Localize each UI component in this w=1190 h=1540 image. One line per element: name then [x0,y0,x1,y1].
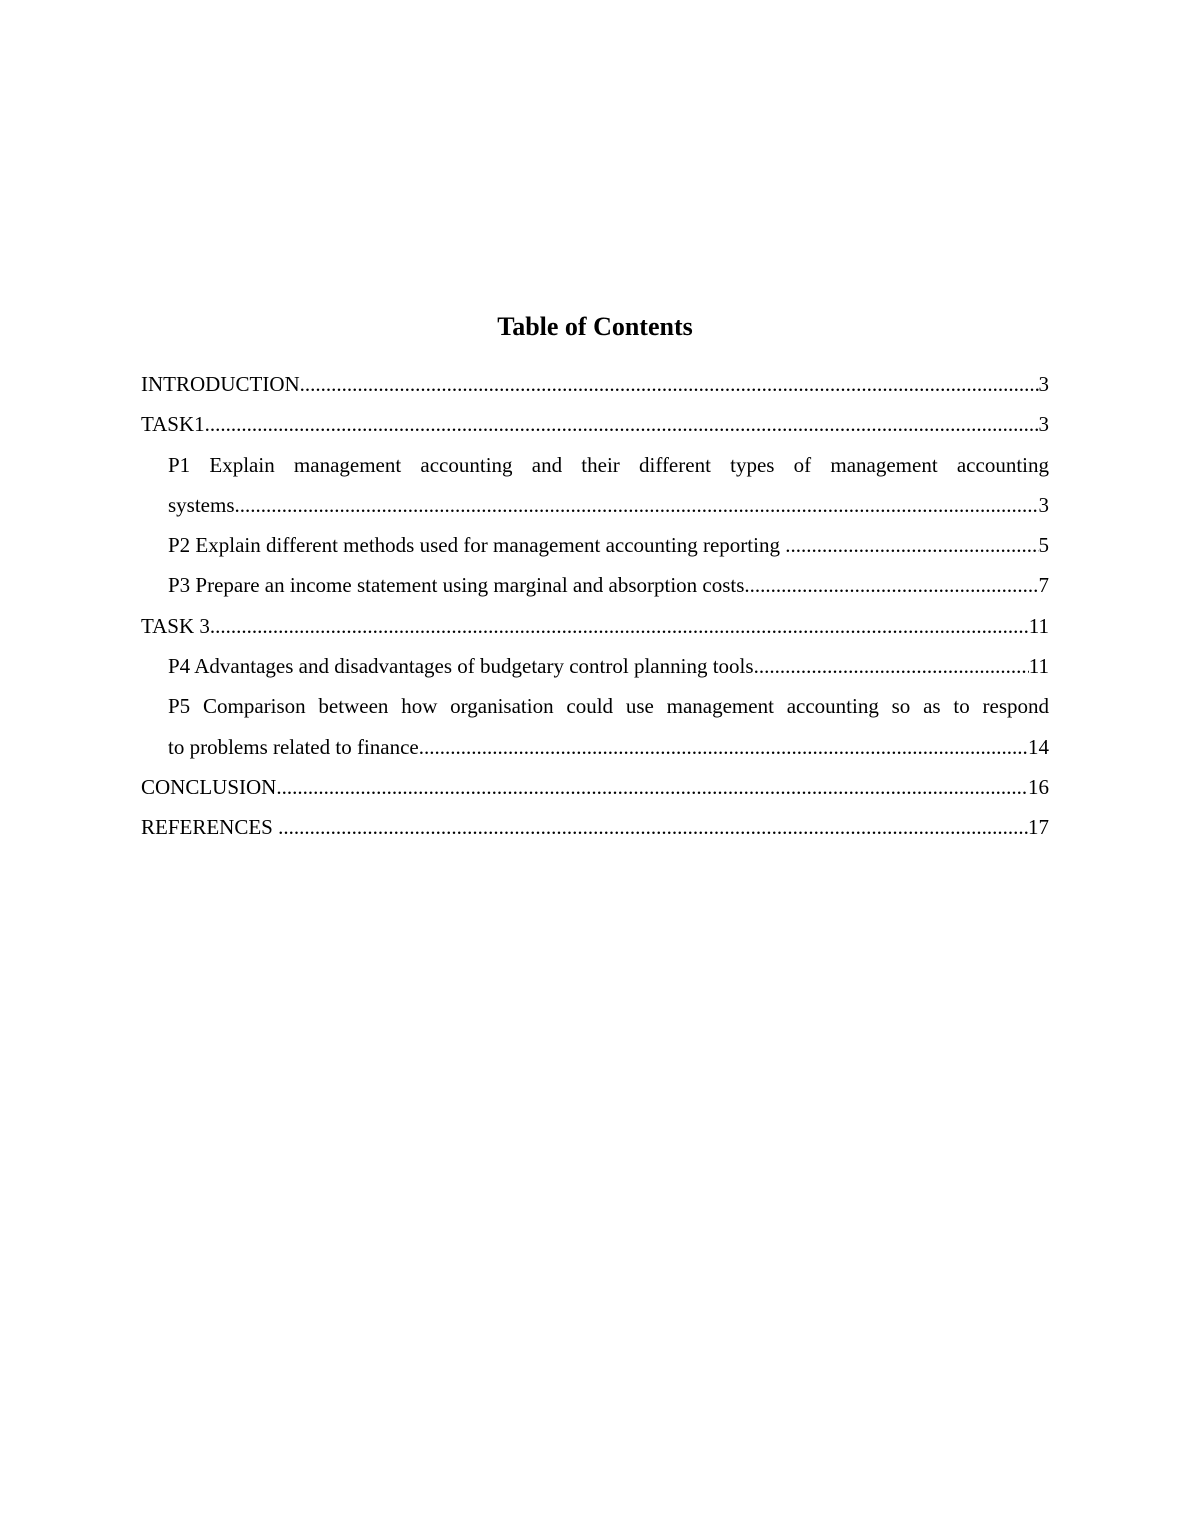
toc-entry-label: REFERENCES [141,815,279,840]
toc-entry-page: 3 [1038,492,1049,517]
dot-leader [278,807,1028,847]
dot-leader [210,606,1029,646]
toc-entry-page: 3 [1038,412,1049,437]
toc-entry-page: 5 [1038,533,1049,558]
toc-entry-label: INTRODUCTION [141,372,300,396]
dot-leader [235,485,1039,525]
toc-entry-page: 11 [1028,654,1049,679]
toc-title: Table of Contents [497,312,693,341]
dot-leader [205,404,1039,444]
toc-entry-p3[interactable] [141,565,1049,605]
toc-list [141,364,1049,848]
toc-entry-label-line2: to problems related to finance [168,734,419,759]
toc-entry-references[interactable] [141,807,1049,847]
toc-entry-page: 14 [1028,734,1049,759]
toc-entry-page: 17 [1028,815,1049,840]
dot-leader [276,767,1028,807]
toc-entry-p1[interactable] [141,445,1049,526]
dot-leader [785,525,1038,565]
toc-entry-task3[interactable] [141,606,1049,646]
toc-entry-page: 3 [1038,372,1049,396]
toc-entry-page: 16 [1028,774,1049,799]
toc-entry-label-line1: P1 Explain management accounting and their different types of management accounting [168,452,1049,477]
toc-entry-introduction[interactable] [141,364,1049,404]
toc-entry-label: TASK 3 [141,613,210,638]
toc-entry-label: P4 Advantages and disadvantages of budgetary control planning tools [168,654,754,679]
toc-entry-label: P3 Prepare an income statement using marginal and absorption costs [168,573,745,598]
toc-entry-p2[interactable] [141,525,1049,565]
toc-entry-conclusion[interactable] [141,767,1049,807]
dot-leader [744,565,1038,605]
toc-entry-label: TASK1 [141,412,205,437]
toc-entry-p5[interactable] [141,686,1049,767]
toc-entry-task1[interactable] [141,404,1049,444]
toc-entry-label: P2 Explain different methods used for management accounting reporting [168,533,786,558]
toc-entry-p4[interactable] [141,646,1049,686]
toc-entry-page: 11 [1028,613,1049,638]
toc-entry-label-line2: systems [168,492,235,517]
toc-entry-page: 7 [1038,573,1049,598]
dot-leader [419,727,1028,767]
toc-entry-label-line1: P5 Comparison between how organisation could use management accounting so as to respond [168,694,1049,719]
dot-leader [300,364,1039,404]
toc-entry-label: CONCLUSION [141,774,277,799]
dot-leader [754,646,1029,686]
